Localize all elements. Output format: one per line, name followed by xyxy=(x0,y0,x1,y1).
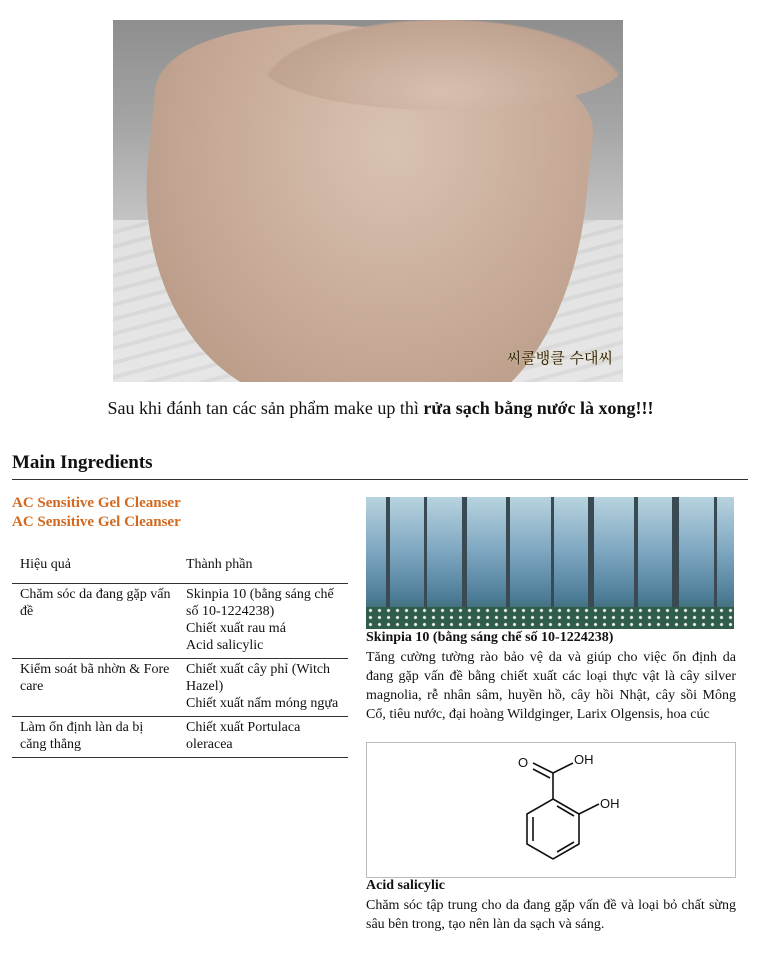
caption-bold-text: rửa sạch bằng nước là xong!!! xyxy=(423,398,654,418)
tree-trunk xyxy=(672,497,679,611)
tree-trunk xyxy=(424,497,427,611)
double-bond xyxy=(557,842,574,852)
ingredient-item: Chiết xuất rau má xyxy=(186,621,286,636)
ingredients-cell xyxy=(178,659,348,717)
salicylic-acid-structure xyxy=(366,742,736,878)
tree-trunk xyxy=(386,497,390,611)
tree-trunk xyxy=(462,497,467,611)
benzene-ring xyxy=(527,799,579,859)
caption-text: Sau khi đánh tan các sản phẩm make up thì xyxy=(107,398,424,418)
skinpia-description: Tăng cường tường rào bảo vệ da và giúp cho việc ổn định da đang gặp vấn đề bằng chiết xuất các loại thực vật là cây silver magnolia, rễ nhân sâm, huyền hồ, cây hồi Nhật, cây sồi Mông Cổ, tiêu nước, đại hoàng Wildginger, Larix Olgensis, hoa cúc xyxy=(366,650,736,722)
table-header-row xyxy=(12,545,348,584)
table-row xyxy=(12,659,348,717)
ingredients-table xyxy=(12,545,348,758)
carboxyl-oh-label: OH xyxy=(574,752,594,767)
skinpia-title: Skinpia 10 (bằng sáng chế số 10-1224238) xyxy=(366,630,614,645)
ingredient-item: Acid salicylic xyxy=(186,638,264,653)
section-title: Main Ingredients xyxy=(12,452,153,473)
phenol-oh-label: OH xyxy=(600,796,620,811)
tree-trunk xyxy=(506,497,510,611)
oxygen-label: O xyxy=(518,755,529,770)
hand-photo xyxy=(113,20,623,382)
table-header-effect: Hiệu quả xyxy=(20,556,71,572)
salicylic-title: Acid salicylic xyxy=(366,878,445,893)
product-name: AC Sensitive Gel Cleanser xyxy=(12,514,181,530)
effect-cell: Kiểm soát bã nhờn & Fore care xyxy=(12,659,178,717)
table-header-ingredient: Thành phần xyxy=(186,556,253,572)
double-bond xyxy=(557,806,574,816)
forest-photo xyxy=(366,497,734,629)
salicylic-description: Chăm sóc tập trung cho da đang gặp vấn đề và loại bỏ chất sừng sâu bên trong, tạo nên làn da sạch và sáng. xyxy=(366,898,736,932)
table-row xyxy=(12,584,348,659)
product-name: AC Sensitive Gel Cleanser xyxy=(12,495,181,511)
tree-trunk xyxy=(634,497,638,611)
photo-caption xyxy=(0,398,761,419)
ingredients-cell xyxy=(178,584,348,659)
photo-signature: 씨콜뱅클 수대씨 xyxy=(506,349,613,367)
hydroxyl-bond xyxy=(579,804,599,814)
ingredient-item: Chiết xuất Portulaca oleracea xyxy=(186,720,301,752)
ingredient-item: Chiết xuất nấm móng ngựa xyxy=(186,696,339,711)
molecule-diagram xyxy=(367,743,735,877)
effect-cell: Chăm sóc da đang gặp vấn đề xyxy=(12,584,178,659)
effect-cell: Làm ổn định làn da bị căng thẳng xyxy=(12,717,178,758)
tree-trunk xyxy=(551,497,554,611)
table-row xyxy=(12,717,348,758)
section-divider xyxy=(12,479,748,480)
hand-knuckles xyxy=(263,20,623,110)
ingredient-item: Skinpia 10 (bằng sáng chế số 10-1224238) xyxy=(186,587,334,619)
tree-trunk xyxy=(714,497,717,611)
ingredients-cell xyxy=(178,717,348,758)
flower-ground xyxy=(366,607,734,629)
hydroxyl-bond xyxy=(553,763,573,773)
carbonyl-bond xyxy=(533,763,553,773)
ingredient-item: Chiết xuất cây phỉ (Witch Hazel) xyxy=(186,662,331,694)
tree-trunk xyxy=(588,497,594,611)
